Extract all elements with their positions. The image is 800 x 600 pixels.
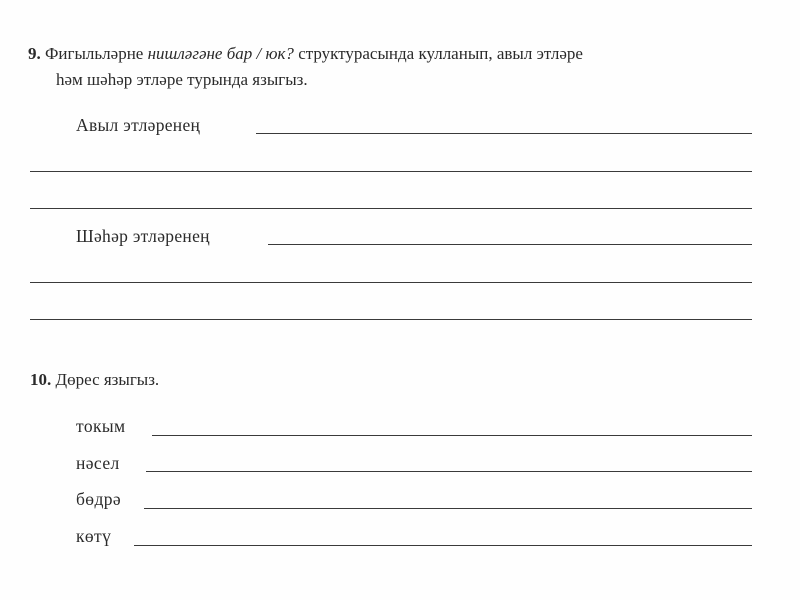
question-10-heading <box>30 370 159 390</box>
question-10-number: 10. <box>30 370 52 389</box>
answer-line-village-1[interactable] <box>256 133 752 134</box>
answer-line-city-1[interactable] <box>268 244 752 245</box>
question-9-text-before: Фигыльләрне <box>45 44 144 63</box>
city-dogs-label: Шәһәр этләренең <box>76 226 210 246</box>
word-bodra: бөдрә <box>76 489 122 509</box>
answer-line-word-2[interactable] <box>146 471 752 472</box>
question-9-italic-structure: нишләгәне бар / юк? <box>147 44 294 63</box>
question-9-line-1 <box>28 44 583 64</box>
word-kotu: көтү <box>76 526 112 546</box>
answer-line-city-3[interactable] <box>30 319 752 320</box>
word-tokym: токым <box>76 416 126 436</box>
question-9-line-2: һәм шәһәр этләре турында языгыз. <box>56 70 308 89</box>
answer-line-city-2[interactable] <box>30 282 752 283</box>
answer-line-village-2[interactable] <box>30 171 752 172</box>
question-10-text: Дөрес языгыз. <box>55 370 160 389</box>
word-nasel: нәсел <box>76 453 120 473</box>
answer-line-word-4[interactable] <box>134 545 752 546</box>
question-9-number: 9. <box>28 44 41 63</box>
answer-line-word-1[interactable] <box>152 435 752 436</box>
question-9-text-after: структурасында кулланып, авыл этләре <box>298 44 583 63</box>
village-dogs-label: Авыл этләренең <box>76 115 201 135</box>
answer-line-village-3[interactable] <box>30 208 752 209</box>
answer-line-word-3[interactable] <box>144 508 752 509</box>
